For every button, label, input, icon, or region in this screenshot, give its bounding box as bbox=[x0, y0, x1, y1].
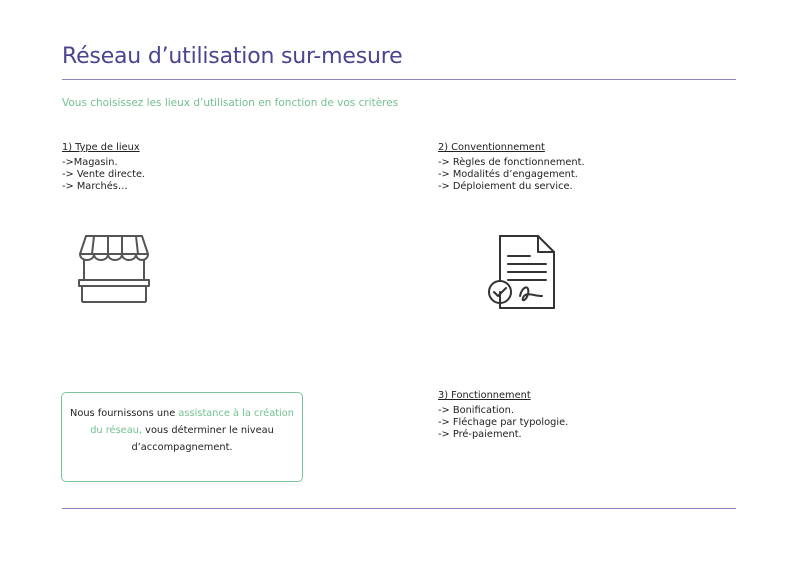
section-conventionnement bbox=[438, 142, 585, 193]
list-item: ->Magasin. bbox=[62, 157, 118, 168]
assistance-callout bbox=[61, 392, 303, 482]
list-item: -> Déploiement du service. bbox=[438, 181, 573, 192]
list-item: -> Fléchage par typologie. bbox=[438, 417, 569, 428]
callout-highlight: assistance à la création du réseau, bbox=[90, 408, 294, 436]
list-item: -> Pré-paiement. bbox=[438, 429, 522, 440]
list-item: -> Marchés… bbox=[62, 181, 128, 192]
list-item: -> Règles de fonctionnement. bbox=[438, 157, 585, 168]
section-heading: 3) Fonctionnement bbox=[438, 390, 531, 401]
callout-text-end: vous déterminer le niveau d’accompagnement. bbox=[131, 425, 274, 453]
callout-text: Nous fournissons une bbox=[70, 408, 179, 419]
shop-stall-icon bbox=[76, 232, 152, 306]
list-item: -> Modalités d’engagement. bbox=[438, 169, 578, 180]
page-subtitle: Vous choisissez les lieux d’utilisation en fonction de vos critères bbox=[62, 97, 399, 109]
page-title: Réseau d’utilisation sur-mesure bbox=[62, 44, 403, 69]
title-divider bbox=[62, 79, 736, 80]
section-fonctionnement bbox=[438, 390, 568, 441]
section-heading: 1) Type de lieux bbox=[62, 142, 140, 153]
section-heading: 2) Conventionnement bbox=[438, 142, 545, 153]
footer-divider bbox=[62, 508, 736, 509]
section-type-de-lieux bbox=[62, 142, 145, 193]
list-item: -> Vente directe. bbox=[62, 169, 146, 180]
contract-document-icon bbox=[486, 232, 558, 312]
list-item: -> Bonification. bbox=[438, 405, 514, 416]
